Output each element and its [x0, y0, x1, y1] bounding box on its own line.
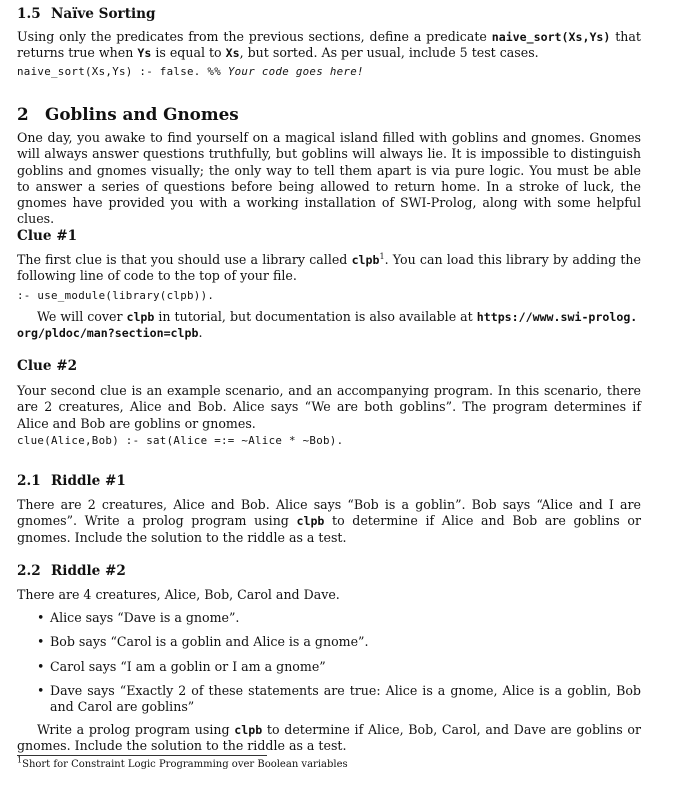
paragraph-text: There are 4 creatures, Alice, Bob, Carol and Dave.	[17, 587, 340, 602]
list-item	[17, 634, 641, 650]
list-item	[17, 683, 641, 716]
footnote-mark: 1	[379, 251, 385, 261]
section-title: Riddle #1	[51, 473, 126, 489]
section-number: 2.1	[17, 473, 41, 489]
section-number: 2	[17, 104, 29, 124]
section-2-heading	[17, 104, 641, 124]
clue-title: Clue #1	[17, 228, 78, 244]
code-block-naive-sort	[17, 65, 641, 79]
bullet-icon: •	[37, 634, 45, 650]
riddle-2-statement-list	[17, 610, 641, 715]
text-run: that returns true when	[17, 29, 641, 61]
text-run: .	[198, 325, 203, 341]
code-block-clue	[17, 434, 641, 448]
text-run: We will cover	[37, 309, 127, 324]
text-run: to determine if Alice and Bob are goblins or gnomes. Include the solution to the riddle as a test.	[17, 513, 641, 545]
section-1-5-paragraph	[17, 29, 641, 62]
text-run: Using only the predicates from the previous sections, define a predicate	[17, 29, 492, 44]
riddle-2-heading	[17, 563, 641, 579]
text-run: in tutorial, but documentation is also available at	[154, 309, 477, 324]
section-title: Goblins and Gnomes	[45, 104, 239, 124]
riddle-2-paragraph	[17, 722, 641, 755]
inline-code: clpb	[234, 723, 263, 737]
code-text: naive_sort(Xs,Ys) :- false.	[17, 65, 208, 78]
inline-code: Ys	[137, 46, 152, 61]
text-run: There are 2 creatures, Alice and Bob. Alice says “Bob is a goblin”. Bob says “Alice and I are gnomes”. Write a prolog program using	[17, 497, 641, 529]
section-2-paragraph	[17, 130, 641, 228]
clue-1-heading	[17, 228, 641, 244]
footnote	[17, 755, 641, 771]
bullet-icon: •	[37, 658, 45, 674]
bullet-icon: •	[37, 682, 45, 698]
section-title: Riddle #2	[51, 563, 126, 579]
list-item	[17, 659, 641, 675]
inline-code: clpb	[126, 310, 155, 324]
footnote-text: Short for Constraint Logic Programming over Boolean variables	[22, 759, 348, 770]
riddle-1-paragraph	[17, 497, 641, 546]
section-title: Naïve Sorting	[51, 6, 156, 22]
paragraph-text: Your second clue is an example scenario, and an accompanying program. In this scenario, there are 2 creatures, Alice and Bob. Alice says “We are both goblins”. The program determines if Alice and Bob are goblins or gnomes.	[17, 383, 641, 431]
code-block-use-module	[17, 289, 641, 303]
footnote-rule	[17, 755, 267, 756]
list-item-text: Dave says “Exactly 2 of these statements are true: Alice is a gnome, Alice is a goblin, Bob and Carol are goblins”	[50, 682, 641, 715]
inline-code: Xs	[225, 46, 240, 61]
clue-title: Clue #2	[17, 358, 78, 374]
inline-code: clpb	[351, 253, 380, 267]
code-text: clue(Alice,Bob) :- sat(Alice =:= ~Alice * ~Bob).	[17, 434, 344, 447]
clue-2-heading	[17, 358, 641, 374]
list-item-text: Alice says “Dave is a gnome”.	[50, 610, 240, 625]
text-run: is equal to	[151, 45, 226, 61]
documentation-url[interactable]: https://www.swi-prolog.org/pldoc/man?section=clpb	[17, 310, 638, 341]
section-number: 2.2	[17, 563, 41, 579]
inline-code: naive_sort(Xs,Ys)	[491, 30, 611, 44]
section-number: 1.5	[17, 6, 41, 22]
list-item-text: Bob says “Carol is a goblin and Alice is a gnome”.	[50, 634, 369, 650]
text-run: Write a prolog program using	[37, 722, 235, 737]
section-1-5-heading	[17, 6, 641, 22]
footnote-mark: 1	[17, 755, 23, 765]
paragraph-text: One day, you awake to find yourself on a magical island filled with goblins and gnomes. Gnomes will always answer questions truthfully, but goblins will always lie. It is impossible to distinguish goblins and gnomes visually; the only way to tell them apart is via pure logic. You must be able to answer a series of questions before being allowed to return home. In a stroke of luck, the gnomes have provided you with a working installation of SWI-Prolog, along with some helpful clues.	[17, 130, 641, 227]
riddle-1-heading	[17, 473, 641, 489]
list-item-text: Carol says “I am a goblin or I am a gnome”	[50, 658, 326, 674]
riddle-2-intro	[17, 587, 641, 603]
inline-code: clpb	[296, 514, 325, 529]
clue-2-paragraph	[17, 383, 641, 432]
clue-1-doc-paragraph	[17, 309, 641, 342]
text-run: to determine if Alice, Bob, Carol, and Dave are goblins or gnomes. Include the solution to the riddle as a test.	[17, 722, 641, 754]
code-comment: %% Your code goes here!	[207, 65, 364, 78]
bullet-icon: •	[37, 610, 45, 625]
text-run: . You can load this library by adding the following line of code to the top of your file.	[17, 252, 641, 284]
text-run: The first clue is that you should use a library called	[17, 252, 352, 267]
code-text: :- use_module(library(clpb)).	[17, 289, 215, 302]
text-run: , but sorted. As per usual, include 5 test cases.	[239, 45, 539, 61]
clue-1-paragraph	[17, 252, 641, 285]
list-item	[17, 610, 641, 626]
